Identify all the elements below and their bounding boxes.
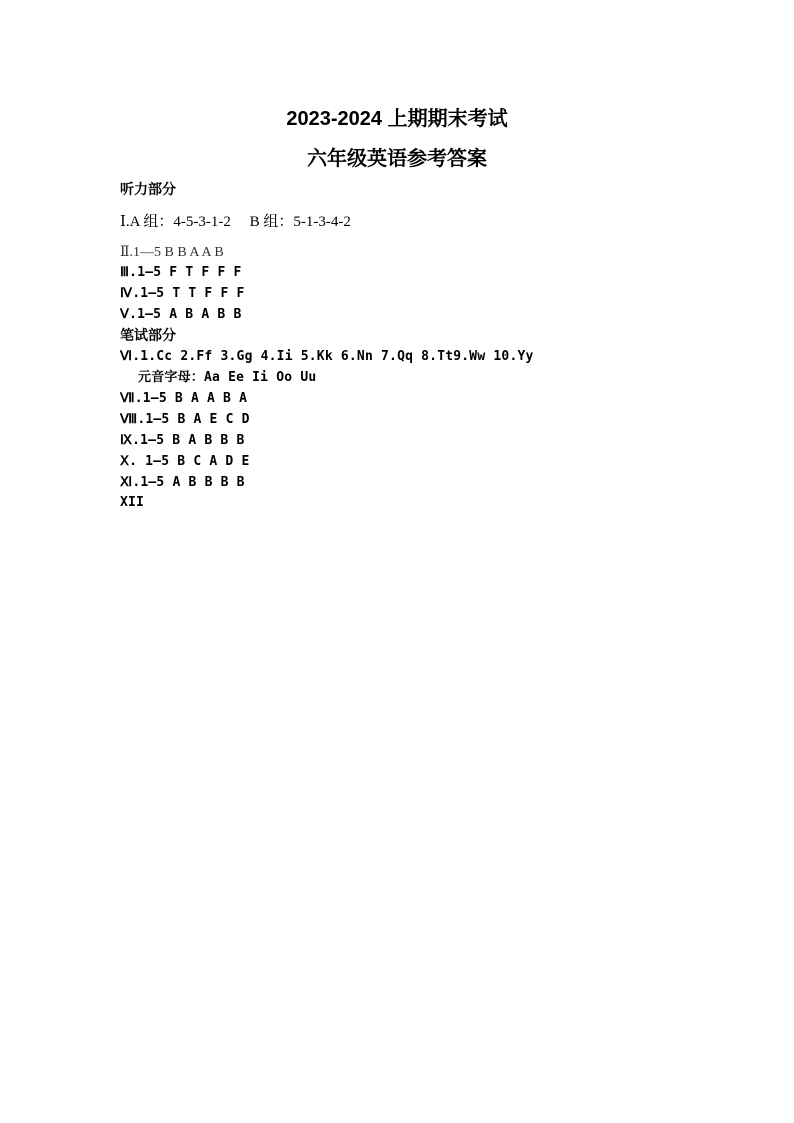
answer-line-6: Ⅵ.1.Cc 2.Ff 3.Gg 4.Ii 5.Kk 6.Nn 7.Qq 8.Tt9.Ww 10.Yy bbox=[120, 349, 534, 364]
answer-line-7: Ⅶ.1—5 B A A B A bbox=[120, 391, 248, 406]
answer-line-4: Ⅳ.1—5 T T F F F bbox=[120, 286, 245, 301]
answer-line-8: Ⅷ.1—5 B A E C D bbox=[120, 412, 250, 427]
vowel-letters-line: 元音字母：Aa Ee Ii Oo Uu bbox=[138, 370, 317, 385]
document-subtitle: 六年级英语参考答案 bbox=[307, 146, 487, 170]
answer-line-5: Ⅴ.1—5 A B A B B bbox=[120, 307, 242, 322]
answer-line-2: Ⅱ.1—5 B B A A B bbox=[120, 245, 224, 260]
answer-line-3: Ⅲ.1—5 F T F F F bbox=[120, 265, 242, 280]
answer-line-11: Ⅺ.1—5 A B B B B bbox=[120, 475, 245, 490]
answer-line-1: Ⅰ.A 组：4-5-3-1-2 B 组：5-1-3-4-2 bbox=[120, 214, 351, 230]
answer-line-10: Ⅹ. 1—5 B C A D E bbox=[120, 454, 250, 469]
document-title: 2023-2024 上期期末考试 bbox=[286, 108, 508, 130]
answer-line-12: XII bbox=[120, 495, 145, 510]
listening-heading: 听力部分 bbox=[120, 182, 176, 198]
answer-line-9: Ⅸ.1—5 B A B B B bbox=[120, 433, 245, 448]
written-heading: 笔试部分 bbox=[120, 328, 176, 344]
